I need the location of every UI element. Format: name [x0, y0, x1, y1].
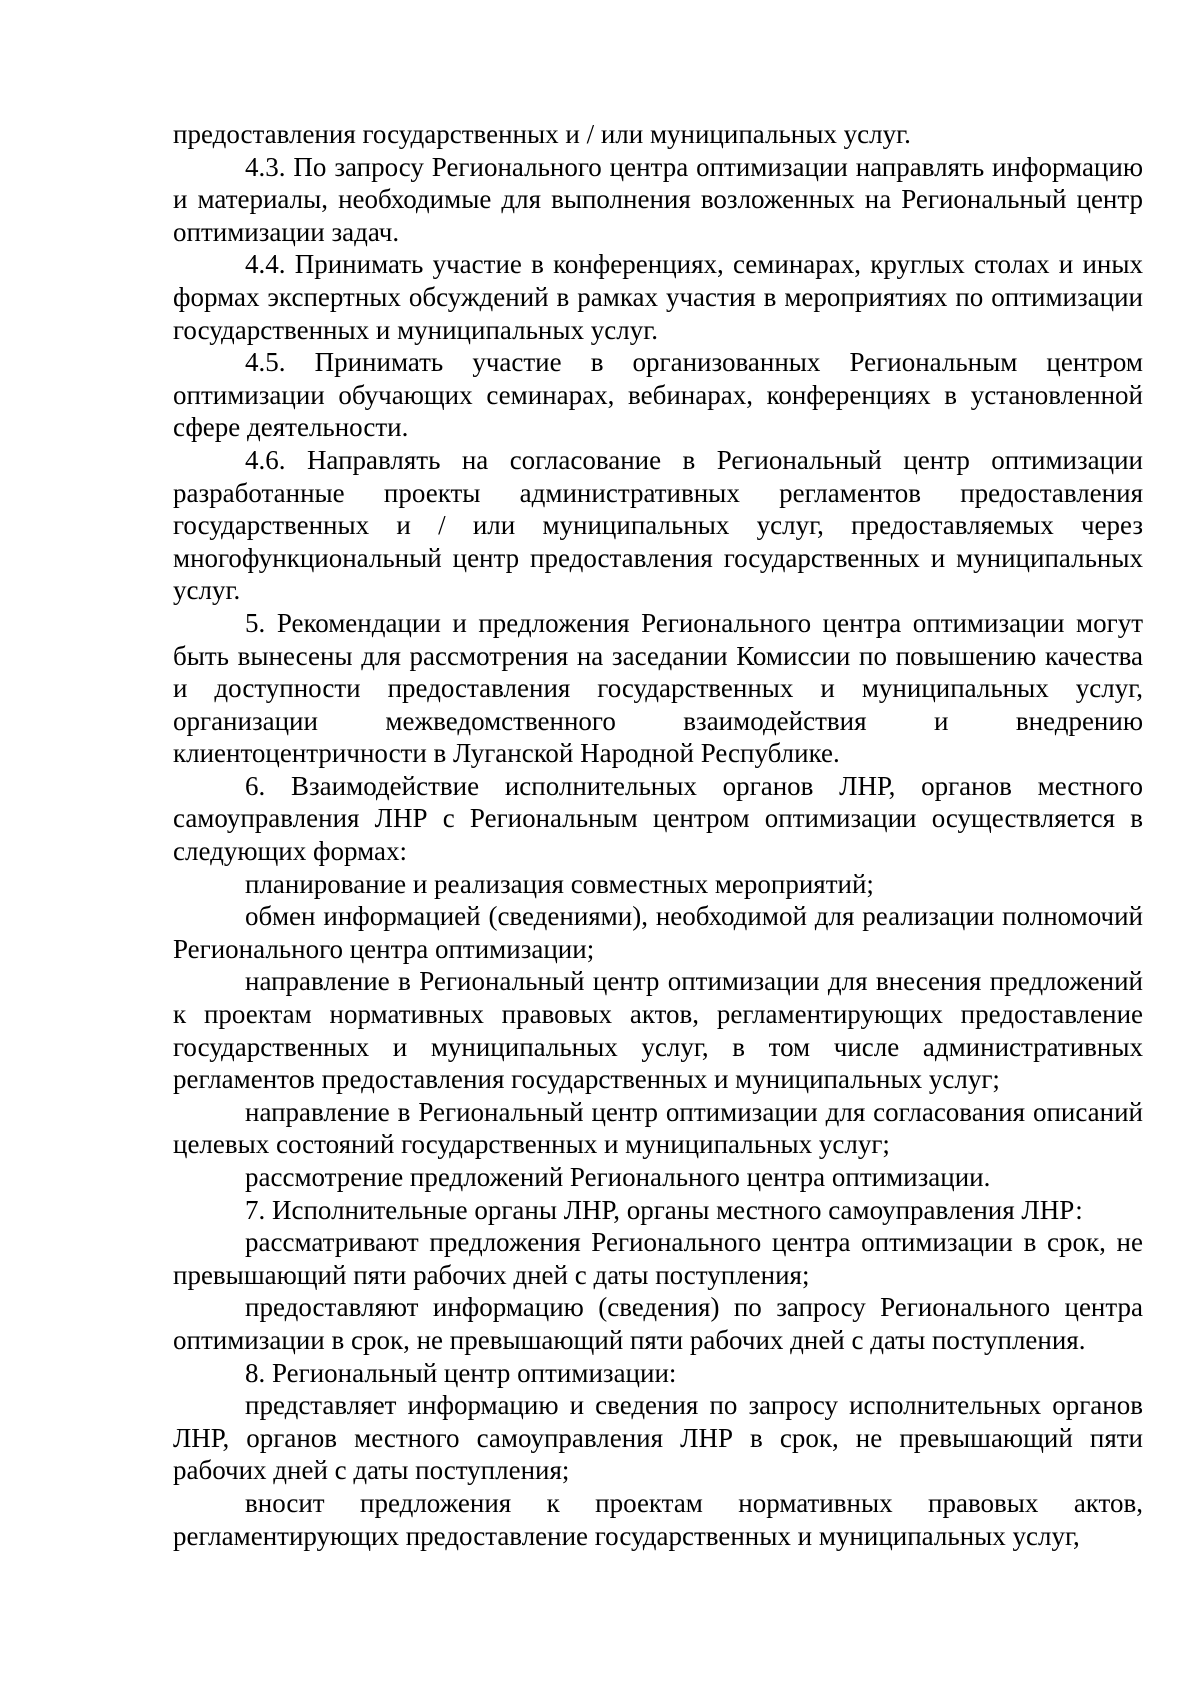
paragraph-4-4: 4.4. Принимать участие в конференциях, семинарах, круглых столах и иных формах экспертных обсуждений в рамках участия в мероприятиях по оптимизации государственных и муниципальных услуг.: [173, 249, 1143, 345]
paragraph-6-item-review: рассмотрение предложений Регионального центра оптимизации.: [245, 1162, 991, 1192]
paragraph-6-item-approval: направление в Региональный центр оптимизации для согласования описаний целевых состояний государственных и муниципальных услуг;: [173, 1096, 1143, 1160]
paragraph-7-item-consider: рассматривают предложения Регионального центра оптимизации в срок, не превышающий пяти рабочих дней с даты поступления;: [173, 1227, 1143, 1290]
paragraph-4-5: 4.5. Принимать участие в организованных Региональным центром оптимизации обучающих семинарах, вебинарах, конференциях в установленной сфере деятельности.: [173, 347, 1143, 443]
paragraph-5: 5. Рекомендации и предложения Регионального центра оптимизации могут быть вынесены для рассмотрения на заседании Комиссии по повышению качества и доступности предоставления государственных и муниципальных услуг, организации межведомственного взаимодействия и внедрению клиентоцентричности в Луганской Народной Республике.: [173, 607, 1143, 769]
paragraph-continuation: предоставления государственных и / или муниципальных услуг.: [173, 119, 911, 149]
paragraph-8: 8. Региональный центр оптимизации:: [245, 1357, 677, 1388]
paragraph-6-item-exchange: обмен информацией (сведениями), необходимой для реализации полномочий Регионального центра оптимизации;: [173, 901, 1143, 964]
paragraph-8-item-propose: вносит предложения к проектам нормативных правовых актов, регламентирующих предоставление государственных и муниципальных услуг,: [173, 1487, 1143, 1551]
paragraph-6-item-planning: планирование и реализация совместных мероприятий;: [245, 868, 874, 899]
paragraph-6-item-proposals: направление в Региональный центр оптимизации для внесения предложений к проектам нормативных правовых актов, регламентирующих предоставление государственных и муниципальных услуг, в том числе административных регламентов предоставления государственных и муниципальных услуг;: [173, 966, 1143, 1095]
paragraph-7: 7. Исполнительные органы ЛНР, органы местного самоуправления ЛНР:: [245, 1194, 1083, 1225]
paragraph-6: 6. Взаимодействие исполнительных органов ЛНР, органов местного самоуправления ЛНР с Региональным центром оптимизации осуществляется в следующих формах:: [173, 770, 1143, 867]
paragraph-8-item-present: представляет информацию и сведения по запросу исполнительных органов ЛНР, органов местного самоуправления ЛНР в срок, не превышающий пяти рабочих дней с даты поступления;: [173, 1390, 1143, 1486]
document-body: [173, 118, 1143, 1552]
paragraph-4-6: 4.6. Направлять на согласование в Региональный центр оптимизации разработанные проекты административных регламентов предоставления государственных и / или муниципальных услуг, предоставляемых через многофункциональный центр предоставления государственных и муниципальных услуг.: [173, 444, 1143, 606]
paragraph-7-item-provide: предоставляют информацию (сведения) по запросу Регионального центра оптимизации в срок, не превышающий пяти рабочих дней с даты поступления.: [173, 1292, 1143, 1355]
paragraph-4-3: 4.3. По запросу Регионального центра оптимизации направлять информацию и материалы, необходимые для выполнения возложенных на Региональный центр оптимизации задач.: [173, 151, 1143, 247]
